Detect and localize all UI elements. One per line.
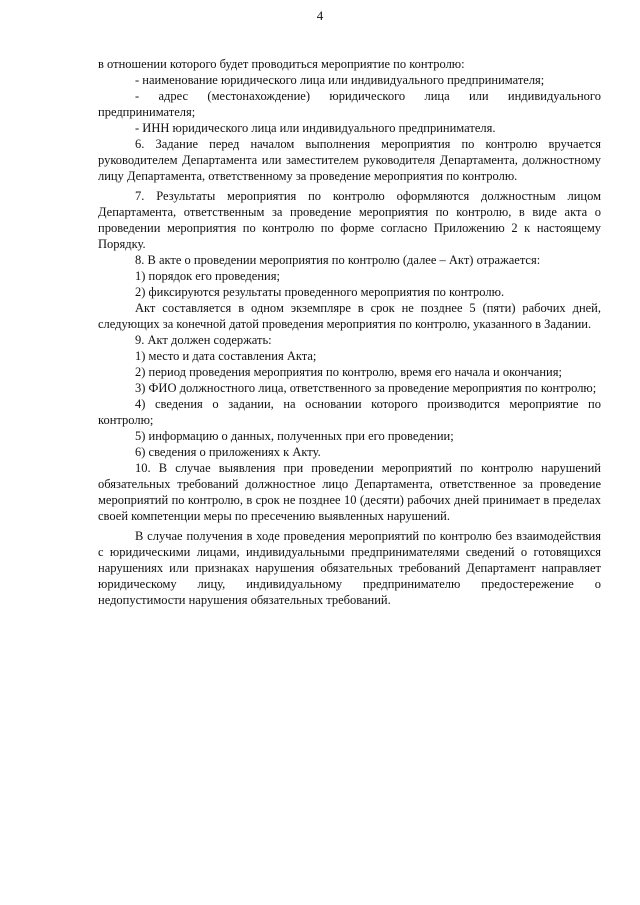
list-item-name: - наименование юридического лица или индивидуального предпринимателя;	[135, 73, 545, 87]
list-item-address: - адрес (местонахождение) юридического лица или индивидуального предпринимателя;	[98, 89, 601, 119]
paragraph-8-item-2: 2) фиксируются результаты проведенного мероприятия по контролю.	[135, 285, 505, 299]
page-number: 4	[316, 8, 324, 23]
paragraph-act-deadline: Акт составляется в одном экземпляре в срок не позднее 5 (пяти) рабочих дней, следующих за конечной датой проведения мероприятия по контролю, указанного в Задании.	[98, 301, 601, 331]
paragraph-9-item-2: 2) период проведения мероприятия по контролю, время его начала и окончания;	[135, 365, 562, 379]
paragraph-8-item-1: 1) порядок его проведения;	[135, 269, 280, 283]
paragraph-10: 10. В случае выявления при проведении мероприятий по контролю нарушений обязательных требований должностное лицо Департамента, ответственное за проведение мероприятий по контролю, в срок не позднее 10 (десяти) рабочих дней принимает в пределах своей компетенции меры по пресечению выявленных нарушений.	[98, 461, 601, 523]
paragraph-9: 9. Акт должен содержать:	[135, 333, 272, 347]
document-body	[98, 56, 601, 608]
paragraph-intro: в отношении которого будет проводиться мероприятие по контролю:	[98, 57, 465, 71]
paragraph-6: 6. Задание перед началом выполнения мероприятия по контролю вручается руководителем Департамента или заместителем руководителя Департамента, должностному лицу Департамента, ответственному за проведение мероприятия по контролю.	[98, 137, 601, 183]
paragraph-9-item-3: 3) ФИО должностного лица, ответственного за проведение мероприятия по контролю;	[135, 381, 597, 395]
paragraph-9-item-1: 1) место и дата составления Акта;	[135, 349, 317, 363]
paragraph-9-item-6: 6) сведения о приложениях к Акту.	[135, 445, 321, 459]
paragraph-8: 8. В акте о проведении мероприятия по контролю (далее – Акт) отражается:	[135, 253, 541, 267]
paragraph-9-item-4: 4) сведения о задании, на основании которого производится мероприятие по контролю;	[98, 397, 601, 427]
list-item-inn: - ИНН юридического лица или индивидуального предпринимателя.	[135, 121, 496, 135]
paragraph-9-item-5: 5) информацию о данных, полученных при его проведении;	[135, 429, 454, 443]
paragraph-warning: В случае получения в ходе проведения мероприятий по контролю без взаимодействия с юридическими лицами, индивидуальными предпринимателями сведений о готовящихся нарушениях или признаках нарушения обязательных требований Департамент направляет юридическому лицу, индивидуальному предпринимателю предостережение о недопустимости нарушения обязательных требований.	[98, 529, 601, 607]
paragraph-7: 7. Результаты мероприятия по контролю оформляются должностным лицом Департамента, ответственным за проведение мероприятия по контролю, в виде акта о проведении мероприятия по контролю по форме согласно Приложению 2 к настоящему Порядку.	[98, 189, 601, 251]
